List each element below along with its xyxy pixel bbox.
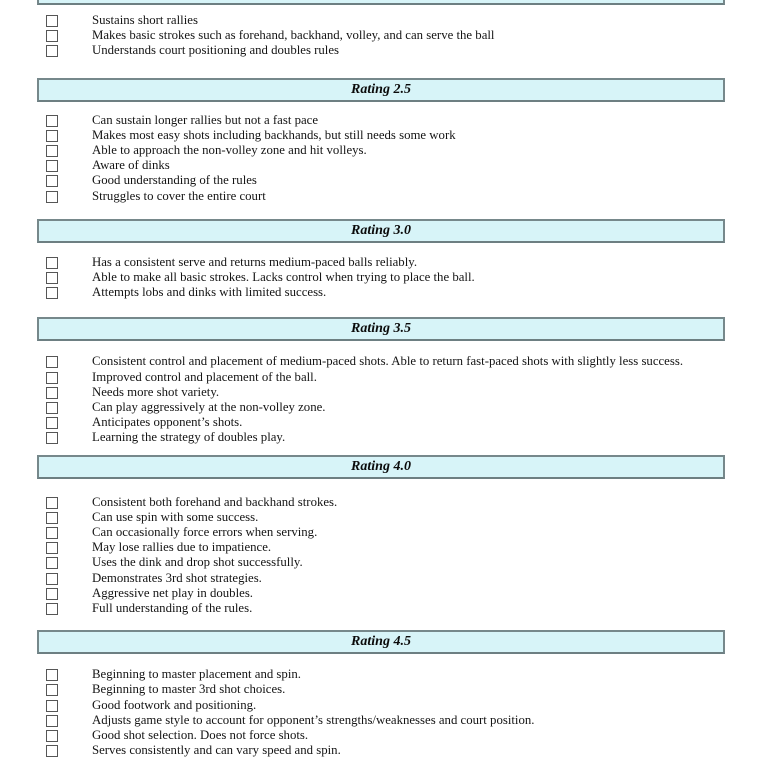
checklist-row	[46, 728, 768, 743]
checklist-row	[46, 698, 768, 713]
checklist-row	[46, 354, 768, 369]
checkbox[interactable]	[46, 417, 58, 429]
checklist-row	[46, 143, 768, 158]
item-label: Can occasionally force errors when serving.	[92, 525, 318, 540]
checkbox[interactable]	[46, 45, 58, 57]
item-label: Beginning to master placement and spin.	[92, 667, 301, 682]
checklist-row	[46, 525, 768, 540]
checklist-row	[46, 667, 768, 682]
rating-section	[0, 0, 768, 59]
checkbox[interactable]	[46, 684, 58, 696]
rating-banner	[37, 78, 725, 102]
checkbox[interactable]	[46, 387, 58, 399]
item-label: Can use spin with some success.	[92, 509, 259, 524]
checklist-row	[46, 415, 768, 430]
checklist	[46, 113, 768, 204]
rating-banner-title: Rating 2.5	[351, 81, 411, 97]
rating-banner-title: Rating 4.0	[351, 458, 411, 474]
checkbox[interactable]	[46, 557, 58, 569]
checkbox[interactable]	[46, 257, 58, 269]
checklist-row	[46, 43, 768, 58]
checkbox[interactable]	[46, 130, 58, 142]
item-label: Able to make all basic strokes. Lacks control when trying to place the ball.	[92, 270, 475, 285]
checkbox[interactable]	[46, 287, 58, 299]
checklist-row	[46, 586, 768, 601]
checklist-row	[46, 158, 768, 173]
checklist-row	[46, 370, 768, 385]
checklist-row	[46, 13, 768, 28]
checkbox[interactable]	[46, 372, 58, 384]
checkbox[interactable]	[46, 175, 58, 187]
checklist-row	[46, 682, 768, 697]
item-label: Full understanding of the rules.	[92, 601, 253, 616]
checklist-row	[46, 400, 768, 415]
checklist	[46, 13, 768, 59]
checklist-row	[46, 255, 768, 270]
item-label: Good understanding of the rules	[92, 173, 257, 188]
checklist	[46, 255, 768, 301]
item-label: Learning the strategy of doubles play.	[92, 430, 286, 445]
checklist	[46, 667, 768, 758]
checklist-row	[46, 385, 768, 400]
item-label: Needs more shot variety.	[92, 384, 220, 399]
item-label: Good footwork and positioning.	[92, 697, 257, 712]
rating-banner	[37, 630, 725, 654]
checkbox[interactable]	[46, 573, 58, 585]
item-label: Can sustain longer rallies but not a fast pace	[92, 112, 319, 127]
checklist-row	[46, 189, 768, 204]
rating-banner	[37, 455, 725, 479]
checklist-row	[46, 555, 768, 570]
checkbox[interactable]	[46, 588, 58, 600]
checkbox[interactable]	[46, 15, 58, 27]
checkbox[interactable]	[46, 356, 58, 368]
item-label: Consistent control and placement of medium-paced shots. Able to return fast-paced shots with slightly less success.	[92, 354, 684, 369]
rating-section	[0, 219, 768, 301]
checklist	[46, 354, 768, 445]
rating-section	[0, 630, 768, 758]
rating-banner	[37, 219, 725, 243]
checklist-row	[46, 510, 768, 525]
checklist-row	[46, 173, 768, 188]
rating-banner	[37, 0, 725, 5]
item-label: Demonstrates 3rd shot strategies.	[92, 570, 262, 585]
checklist-row	[46, 601, 768, 616]
item-label: Improved control and placement of the ball.	[92, 369, 317, 384]
checkbox[interactable]	[46, 527, 58, 539]
checkbox[interactable]	[46, 497, 58, 509]
checkbox[interactable]	[46, 715, 58, 727]
rating-section	[0, 455, 768, 617]
item-label: Beginning to master 3rd shot choices.	[92, 682, 286, 697]
item-label: Anticipates opponent’s shots.	[92, 415, 243, 430]
item-label: Understands court positioning and doubles rules	[92, 43, 340, 58]
item-label: Makes basic strokes such as forehand, backhand, volley, and can serve the ball	[92, 28, 495, 43]
item-label: Uses the dink and drop shot successfully.	[92, 555, 303, 570]
item-label: Struggles to cover the entire court	[92, 188, 266, 203]
checkbox[interactable]	[46, 745, 58, 757]
item-label: Makes most easy shots including backhands, but still needs some work	[92, 127, 456, 142]
checklist-row	[46, 28, 768, 43]
item-label: Aware of dinks	[92, 158, 170, 173]
checkbox[interactable]	[46, 700, 58, 712]
rating-banner-title: Rating 4.5	[351, 634, 411, 650]
item-label: Aggressive net play in doubles.	[92, 585, 253, 600]
item-label: Able to approach the non-volley zone and hit volleys.	[92, 143, 367, 158]
checkbox[interactable]	[46, 145, 58, 157]
item-label: Consistent both forehand and backhand strokes.	[92, 494, 338, 509]
checklist-row	[46, 743, 768, 758]
checkbox[interactable]	[46, 730, 58, 742]
checkbox[interactable]	[46, 30, 58, 42]
item-label: Attempts lobs and dinks with limited success.	[92, 285, 327, 300]
item-label: Sustains short rallies	[92, 13, 198, 27]
checkbox[interactable]	[46, 669, 58, 681]
rating-section	[0, 317, 768, 445]
rating-section	[0, 78, 768, 204]
checkbox[interactable]	[46, 115, 58, 127]
checkbox[interactable]	[46, 603, 58, 615]
rating-banner	[37, 317, 725, 341]
item-label: Can play aggressively at the non-volley zone.	[92, 400, 326, 415]
rating-banner-title: Rating 3.0	[351, 222, 411, 238]
checklist-row	[46, 495, 768, 510]
item-label: Good shot selection. Does not force shots.	[92, 728, 309, 743]
checkbox[interactable]	[46, 432, 58, 444]
checklist-row	[46, 270, 768, 285]
checklist-row	[46, 540, 768, 555]
item-label: Serves consistently and can vary speed and spin.	[92, 743, 341, 758]
checkbox[interactable]	[46, 402, 58, 414]
item-label: May lose rallies due to impatience.	[92, 540, 272, 555]
checklist-row	[46, 713, 768, 728]
checklist-row	[46, 113, 768, 128]
checkbox[interactable]	[46, 272, 58, 284]
checkbox[interactable]	[46, 191, 58, 203]
checkbox[interactable]	[46, 160, 58, 172]
item-label: Has a consistent serve and returns medium-paced balls reliably.	[92, 254, 418, 269]
item-label: Adjusts game style to account for opponent’s strengths/weaknesses and court position.	[92, 712, 535, 727]
checklist-row	[46, 430, 768, 445]
checklist-row	[46, 571, 768, 586]
checkbox[interactable]	[46, 542, 58, 554]
checklist-row	[46, 285, 768, 300]
rating-banner-title: Rating 3.5	[351, 321, 411, 337]
checklist	[46, 495, 768, 617]
checkbox[interactable]	[46, 512, 58, 524]
checklist-row	[46, 128, 768, 143]
